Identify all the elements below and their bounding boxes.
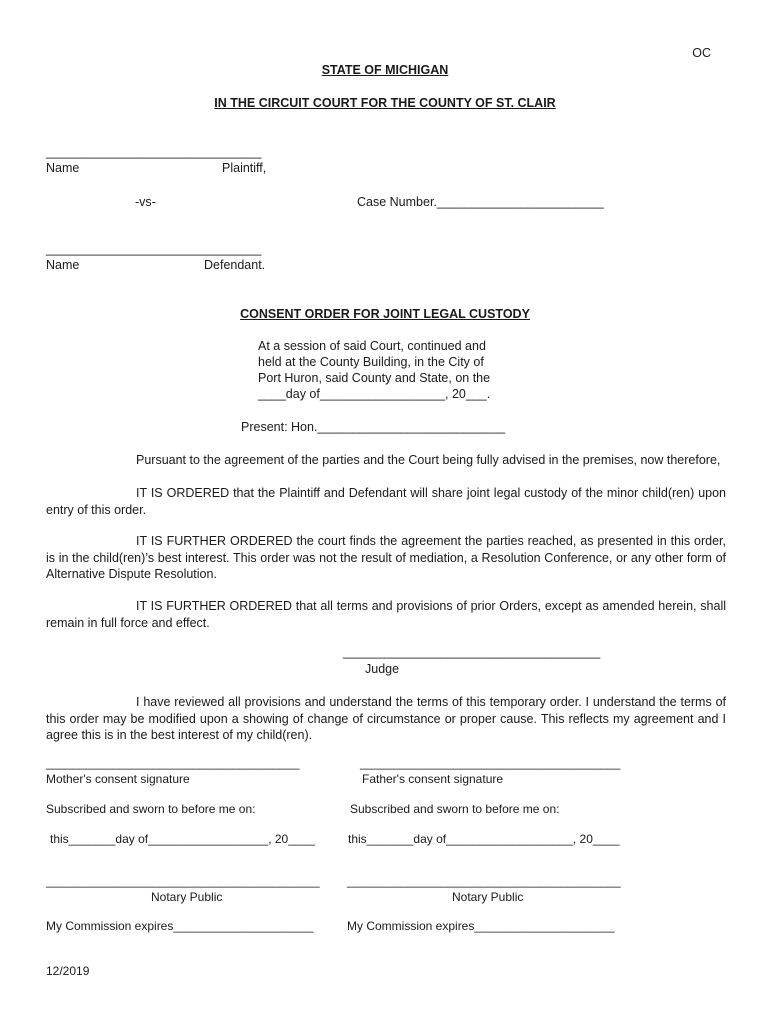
mother-notary-label: Notary Public	[151, 890, 223, 904]
paragraph-further-ordered-2-text: IT IS FURTHER ORDERED that all terms and provisions of prior Orders, except as amended herein, shall remain in full force and effect.	[46, 599, 726, 630]
judge-label: Judge	[365, 662, 400, 676]
mother-signature-line[interactable]: ______________________________________	[46, 756, 300, 770]
father-notary-line[interactable]: _________________________________________	[347, 874, 621, 888]
present-judge-field[interactable]: Present: Hon.___________________________	[241, 420, 506, 434]
acknowledgment-text: I have reviewed all provisions and understand the terms of this temporary order. I understand the terms of this order may be modified upon a showing of change of circumstance or proper cause. This reflects my agreement and I agree this is in the best interest of my child(ren).	[46, 695, 726, 742]
plaintiff-name-label: Name	[46, 161, 80, 175]
acknowledgment-paragraph	[46, 694, 726, 744]
judge-signature-line[interactable]: _____________________________________	[343, 645, 601, 659]
father-commission-field[interactable]: My Commission expires_____________________	[347, 919, 615, 933]
father-signature-line[interactable]: _______________________________________	[360, 756, 621, 770]
paragraph-pursuant	[46, 452, 726, 469]
court-heading: IN THE CIRCUIT COURT FOR THE COUNTY OF ST. CLAIR	[214, 96, 556, 110]
session-line-3: Port Huron, said County and State, on the	[258, 371, 491, 385]
case-number-field[interactable]: Case Number.________________________	[357, 195, 604, 209]
father-signature-label: Father's consent signature	[362, 772, 504, 786]
plaintiff-name-line[interactable]: _______________________________	[46, 145, 262, 159]
defendant-name-line[interactable]: _______________________________	[46, 242, 262, 256]
session-date-field[interactable]: ____day of__________________, 20___.	[258, 387, 491, 401]
revision-date: 12/2019	[46, 964, 90, 978]
paragraph-ordered	[46, 485, 726, 518]
mother-sworn-label: Subscribed and sworn to before me on:	[46, 802, 256, 816]
paragraph-further-ordered-2	[46, 598, 726, 631]
form-code: OC	[692, 46, 711, 60]
session-line-1: At a session of said Court, continued and	[258, 339, 486, 353]
defendant-name-label: Name	[46, 258, 80, 272]
paragraph-pursuant-text: Pursuant to the agreement of the parties and the Court being fully advised in the premises, now therefore,	[136, 453, 721, 467]
father-sworn-date-field[interactable]: this_______day of___________________, 20____	[348, 832, 620, 846]
mother-sworn-date-field[interactable]: this_______day of__________________, 20____	[50, 832, 315, 846]
versus-label: -vs-	[135, 195, 156, 209]
mother-notary-line[interactable]: _________________________________________	[46, 874, 320, 888]
mother-commission-field[interactable]: My Commission expires_____________________	[46, 919, 314, 933]
father-notary-label: Notary Public	[452, 890, 524, 904]
father-sworn-label: Subscribed and sworn to before me on:	[350, 802, 560, 816]
defendant-label: Defendant.	[204, 258, 266, 272]
paragraph-further-ordered-1	[46, 533, 726, 583]
plaintiff-label: Plaintiff,	[222, 161, 267, 175]
paragraph-ordered-text: IT IS ORDERED that the Plaintiff and Defendant will share joint legal custody of the minor child(ren) upon entry of this order.	[46, 486, 726, 517]
state-heading: STATE OF MICHIGAN	[321, 63, 449, 77]
mother-signature-label: Mother's consent signature	[46, 772, 190, 786]
paragraph-further-ordered-1-text: IT IS FURTHER ORDERED the court finds the agreement the parties reached, as presented in this order, is in the child(ren)’s best interest. This order was not the result of mediation, a Resolution Conference, or any other form of Alternative Dispute Resolution.	[46, 534, 726, 581]
session-line-2: held at the County Building, in the City of	[258, 355, 484, 369]
order-title: CONSENT ORDER FOR JOINT LEGAL CUSTODY	[240, 307, 530, 321]
